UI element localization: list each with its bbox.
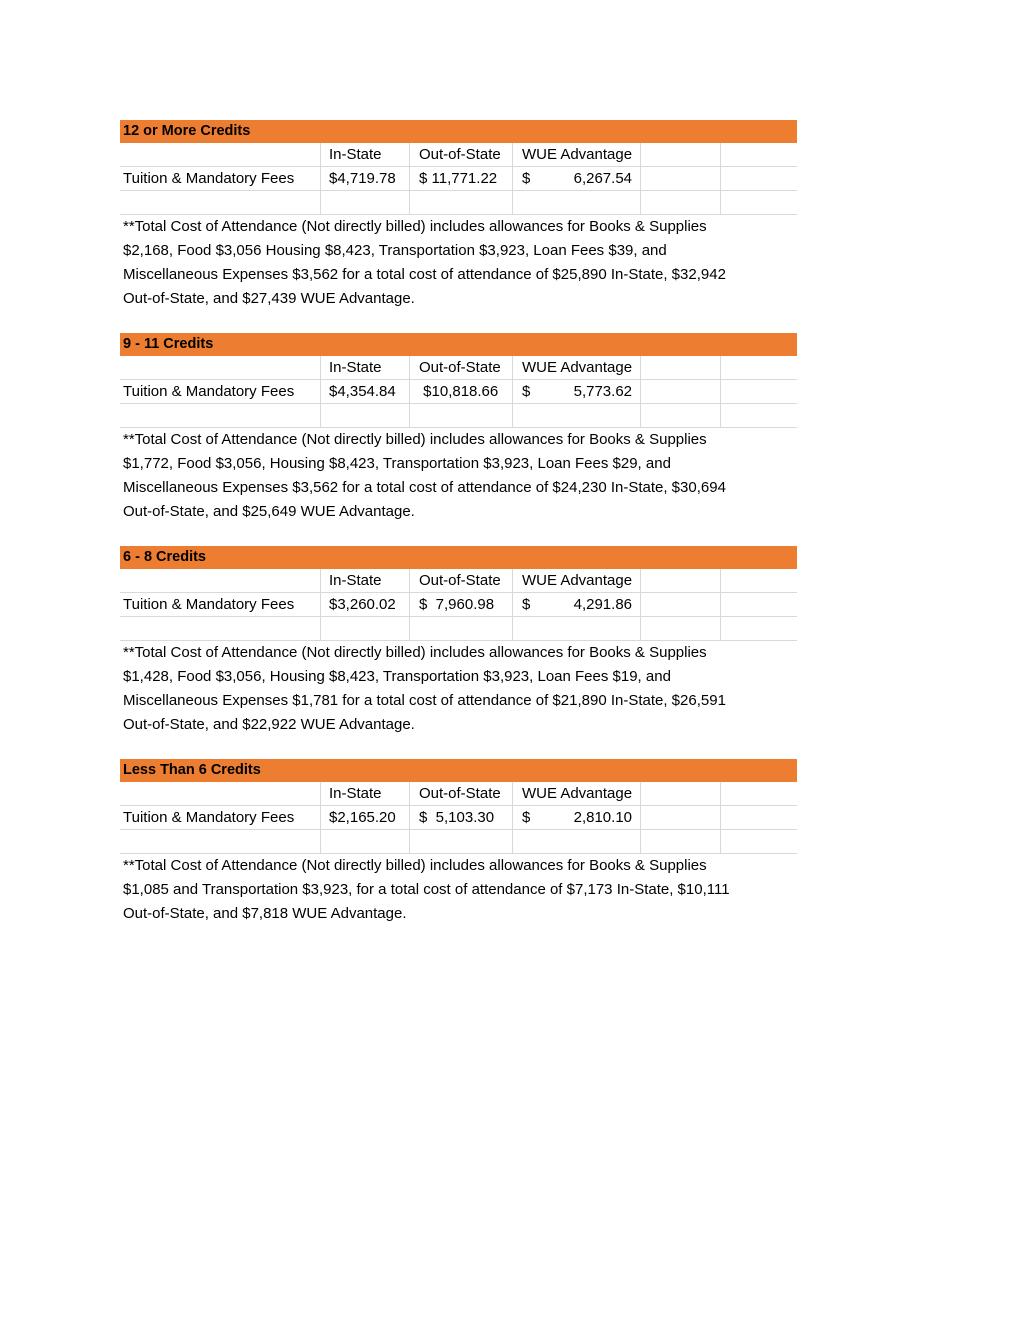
out-of-state-value: $ 5,103.30 (410, 806, 513, 829)
note-line: Miscellaneous Expenses $1,781 for a total cost of attendance of $21,890 In-State, $26,591 (123, 692, 726, 709)
wue-value (513, 380, 641, 403)
cost-of-attendance-note (120, 215, 797, 333)
empty-cell (721, 617, 797, 640)
empty-cell (120, 356, 321, 379)
blank-row (120, 404, 797, 428)
blank-row (120, 830, 797, 854)
column-header-row (120, 143, 797, 167)
empty-cell (321, 191, 410, 214)
empty-cell (120, 143, 321, 166)
empty-cell (120, 830, 321, 853)
note-line: Out-of-State, and $27,439 WUE Advantage. (123, 290, 415, 307)
empty-cell (721, 830, 797, 853)
wue-currency-symbol: $ (522, 809, 531, 826)
col-out-of-state: Out-of-State (410, 143, 513, 166)
wue-value (513, 806, 641, 829)
empty-cell (641, 356, 721, 379)
note-line: $1,428, Food $3,056, Housing $8,423, Transportation $3,923, Loan Fees $19, and (123, 668, 671, 685)
note-line: Out-of-State, and $22,922 WUE Advantage. (123, 716, 415, 733)
wue-currency-symbol: $ (522, 383, 531, 400)
note-line: **Total Cost of Attendance (Not directly billed) includes allowances for Books & Supplies (123, 857, 707, 874)
note-line: **Total Cost of Attendance (Not directly billed) includes allowances for Books & Supplies (123, 218, 707, 235)
col-in-state: In-State (321, 569, 410, 592)
empty-cell (120, 569, 321, 592)
row-label: Tuition & Mandatory Fees (120, 167, 321, 190)
empty-cell (641, 782, 721, 805)
empty-cell (513, 617, 641, 640)
note-line: Miscellaneous Expenses $3,562 for a total cost of attendance of $25,890 In-State, $32,942 (123, 266, 726, 283)
note-line: **Total Cost of Attendance (Not directly billed) includes allowances for Books & Supplies (123, 431, 707, 448)
empty-cell (513, 830, 641, 853)
wue-currency-symbol: $ (522, 596, 531, 613)
empty-cell (321, 830, 410, 853)
empty-cell (721, 593, 797, 616)
col-wue-advantage: WUE Advantage (513, 356, 641, 379)
in-state-value: $4,354.84 (321, 380, 410, 403)
empty-cell (721, 782, 797, 805)
empty-cell (641, 191, 721, 214)
empty-cell (641, 569, 721, 592)
in-state-value: $4,719.78 (321, 167, 410, 190)
empty-cell (721, 191, 797, 214)
note-line: Out-of-State, and $7,818 WUE Advantage. (123, 905, 407, 922)
out-of-state-value: $ 11,771.22 (410, 167, 513, 190)
empty-cell (513, 191, 641, 214)
empty-cell (641, 167, 721, 190)
empty-cell (120, 191, 321, 214)
fees-row (120, 380, 797, 404)
empty-cell (641, 404, 721, 427)
empty-cell (641, 830, 721, 853)
col-wue-advantage: WUE Advantage (513, 143, 641, 166)
fees-row (120, 167, 797, 191)
empty-cell (120, 404, 321, 427)
empty-cell (721, 356, 797, 379)
section-header: 12 or More Credits (120, 120, 797, 143)
col-wue-advantage: WUE Advantage (513, 569, 641, 592)
empty-cell (641, 380, 721, 403)
column-header-row (120, 356, 797, 380)
col-in-state: In-State (321, 782, 410, 805)
note-line: $1,772, Food $3,056, Housing $8,423, Transportation $3,923, Loan Fees $29, and (123, 455, 671, 472)
blank-row (120, 617, 797, 641)
row-label: Tuition & Mandatory Fees (120, 380, 321, 403)
row-label: Tuition & Mandatory Fees (120, 593, 321, 616)
empty-cell (641, 617, 721, 640)
wue-amount: 2,810.10 (573, 809, 632, 826)
wue-amount: 4,291.86 (573, 596, 632, 613)
empty-cell (721, 404, 797, 427)
empty-cell (721, 806, 797, 829)
cost-of-attendance-note (120, 641, 797, 759)
cost-of-attendance-note (120, 854, 797, 950)
in-state-value: $2,165.20 (321, 806, 410, 829)
col-in-state: In-State (321, 143, 410, 166)
empty-cell (410, 830, 513, 853)
fees-row (120, 806, 797, 830)
column-header-row (120, 569, 797, 593)
wue-amount: 5,773.62 (573, 383, 632, 400)
empty-cell (120, 617, 321, 640)
empty-cell (641, 143, 721, 166)
in-state-value: $3,260.02 (321, 593, 410, 616)
col-out-of-state: Out-of-State (410, 782, 513, 805)
empty-cell (513, 404, 641, 427)
note-line: $2,168, Food $3,056 Housing $8,423, Transportation $3,923, Loan Fees $39, and (123, 242, 667, 259)
empty-cell (321, 404, 410, 427)
column-header-row (120, 782, 797, 806)
cost-sheet (120, 120, 797, 950)
empty-cell (321, 617, 410, 640)
cost-section (120, 759, 797, 950)
note-line: **Total Cost of Attendance (Not directly billed) includes allowances for Books & Supplies (123, 644, 707, 661)
cost-section (120, 120, 797, 333)
section-header: 6 - 8 Credits (120, 546, 797, 569)
col-wue-advantage: WUE Advantage (513, 782, 641, 805)
empty-cell (721, 380, 797, 403)
wue-amount: 6,267.54 (573, 170, 632, 187)
empty-cell (120, 782, 321, 805)
empty-cell (410, 617, 513, 640)
empty-cell (641, 806, 721, 829)
wue-value (513, 593, 641, 616)
cost-of-attendance-note (120, 428, 797, 546)
empty-cell (721, 167, 797, 190)
empty-cell (410, 191, 513, 214)
empty-cell (641, 593, 721, 616)
blank-row (120, 191, 797, 215)
note-line: Out-of-State, and $25,649 WUE Advantage. (123, 503, 415, 520)
out-of-state-value: $ 7,960.98 (410, 593, 513, 616)
cost-section (120, 546, 797, 759)
col-out-of-state: Out-of-State (410, 569, 513, 592)
section-header: 9 - 11 Credits (120, 333, 797, 356)
col-out-of-state: Out-of-State (410, 356, 513, 379)
cost-section (120, 333, 797, 546)
empty-cell (721, 143, 797, 166)
row-label: Tuition & Mandatory Fees (120, 806, 321, 829)
note-line: Miscellaneous Expenses $3,562 for a total cost of attendance of $24,230 In-State, $30,694 (123, 479, 726, 496)
wue-currency-symbol: $ (522, 170, 531, 187)
fees-row (120, 593, 797, 617)
col-in-state: In-State (321, 356, 410, 379)
section-header: Less Than 6 Credits (120, 759, 797, 782)
out-of-state-value: $10,818.66 (410, 380, 513, 403)
empty-cell (410, 404, 513, 427)
note-line: $1,085 and Transportation $3,923, for a total cost of attendance of $7,173 In-State, $10,111 (123, 881, 730, 898)
wue-value (513, 167, 641, 190)
empty-cell (721, 569, 797, 592)
